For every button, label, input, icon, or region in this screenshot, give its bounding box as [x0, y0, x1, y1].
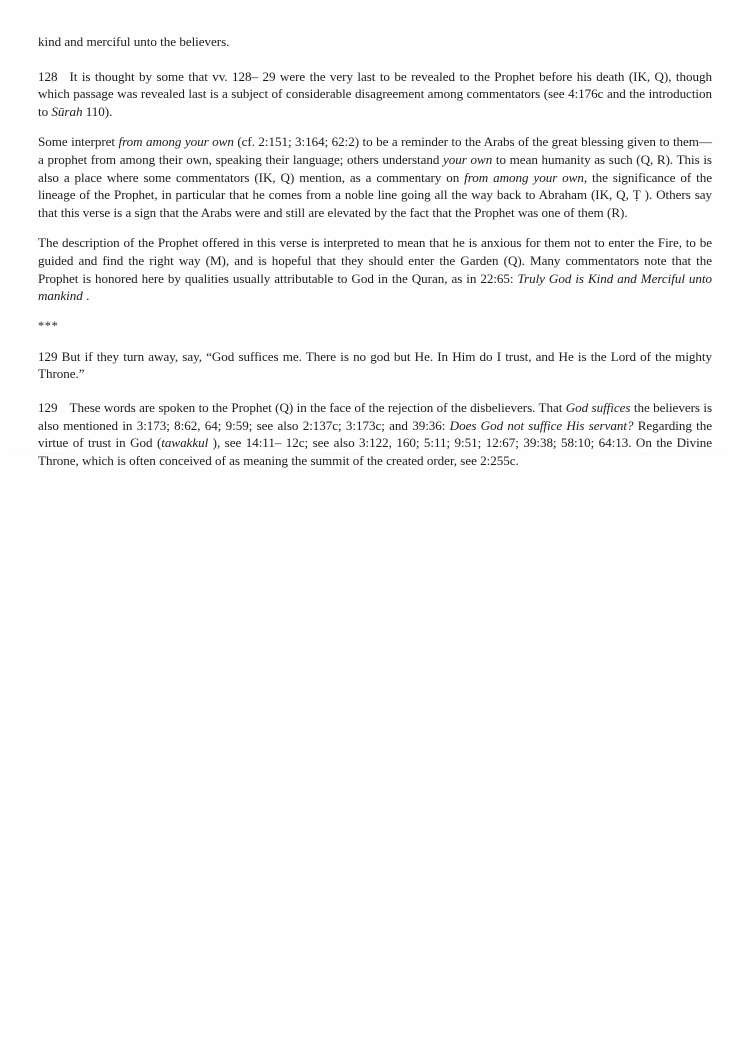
verse-129	[38, 348, 712, 383]
commentary-129-run-3: Regarding the virtue of trust in God (	[38, 417, 712, 451]
commentary-129-run-1: These words are spoken to the Prophet (Q) in the face of the rejection of the disbelievers. That	[69, 399, 566, 415]
commentary-129-run-2: the believers is also mentioned in 3:173; 8:62, 64; 9:59; see also 2:137c; 3:173c; and 39:36:	[38, 399, 712, 433]
description-run-2: .	[86, 288, 90, 304]
interpret-italic-from-among-your-own-2: from among your own	[464, 169, 584, 185]
commentary-paragraph-129	[38, 399, 712, 469]
interpret-italic-from-among-your-own-1: from among your own	[118, 134, 234, 150]
commentary-128-number: 128	[38, 68, 58, 84]
description-run-1: The description of the Prophet offered in this verse is interpreted to mean that he is anxious for them not to enter the Fire, to be guided and find the right way (M), and is hopeful that they should enter the Garden (Q). Many commentators note that the Prophet is honored here by qualities usually attributable to God in the Quran, as in 22:65:	[38, 235, 712, 286]
interpret-italic-your-own: your own	[443, 151, 493, 167]
commentary-129-italic-god-suffices: God suffices	[565, 399, 631, 415]
commentary-paragraph-128	[38, 68, 712, 121]
section-divider-asterisks: ***	[38, 318, 59, 333]
page-text-column	[38, 33, 712, 469]
commentary-129-number: 129	[38, 399, 58, 415]
interpret-run-4: , the significance of the lineage of the Prophet, in particular that he comes from a noble line going all the way back to Abraham (IK, Q, Ṭ ). Others say that this verse is a sign that the Arabs were and still are elevated by the fact that the Prophet was one of them (R).	[38, 169, 712, 220]
commentary-129-italic-tawakkul: tawakkul	[161, 435, 209, 451]
interpret-run-1: Some interpret	[38, 134, 119, 150]
commentary-129-run-4: ), see 14:11– 12c; see also 3:122, 160; 5:11; 9:51; 12:67; 39:38; 58:10; 64:13. On the Divine Throne, which is often conceived of as meaning the summit of the created order, see 2:255c.	[38, 435, 712, 468]
description-italic-quran-quote: Truly God is Kind and Merciful unto mankind	[38, 270, 712, 304]
verse-129-text: But if they turn away, say, “God suffices me. There is no god but He. In Him do I trust, and He is the Lord of the mighty Throne.”	[38, 348, 712, 382]
commentary-128-italic-surah: Sūrah	[51, 103, 83, 119]
commentary-129-italic-does-god-not-suffice: Does God not suffice His servant?	[449, 417, 634, 433]
verse-129-number: 129	[38, 348, 58, 364]
interpret-run-2: (cf. 2:151; 3:164; 62:2) to be a reminder to the Arabs of the great blessing given to them—a prophet from among their own, speaking their language; others understand	[38, 134, 712, 167]
paragraph-description-of-prophet	[38, 234, 712, 304]
interpret-run-3: to mean humanity as such (Q, R). This is also a place where some commentators (IK, Q) mention, as a commentary on	[38, 151, 712, 185]
commentary-128-run-1: It is thought by some that vv. 128– 29 were the very last to be revealed to the Prophet before his death (IK, Q), though which passage was revealed last is a subject of considerable disagreement among commentators (see 4:176c and the introduction to	[38, 68, 712, 119]
commentary-128-run-2: 110).	[82, 103, 113, 119]
paragraph-some-interpret	[38, 133, 712, 221]
continuation-paragraph: kind and merciful unto the believers.	[38, 34, 230, 49]
